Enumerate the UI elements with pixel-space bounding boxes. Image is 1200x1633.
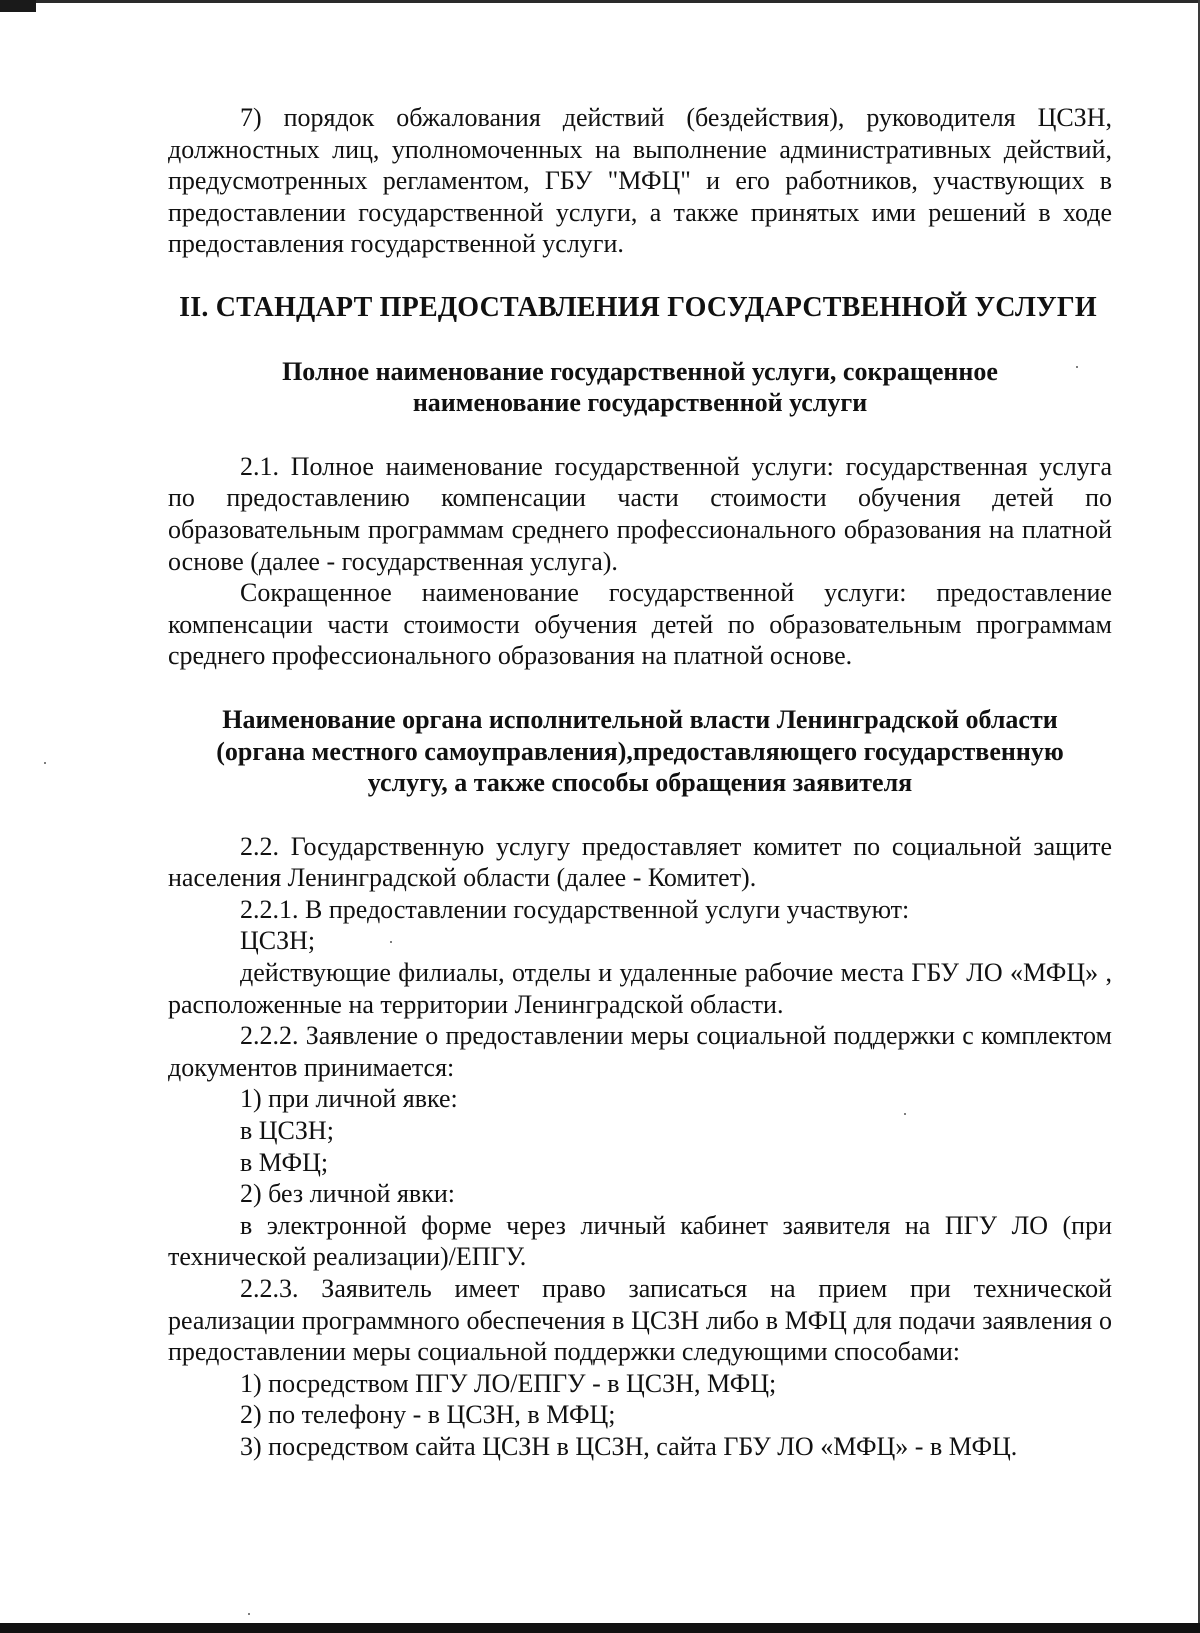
paragraph-2-2-3: 2.2.3. Заявитель имеет право записаться на прием при технической реализации программного обеспечения в ЦСЗН либо в МФЦ для подачи заявления о предоставлении меры социальной поддержки следующими способами: [168, 1274, 1112, 1367]
list-item: действующие филиалы, отделы и удаленные рабочие места ГБУ ЛО «МФЦ» , расположенные на территории Ленинградской области. [168, 958, 1112, 1019]
list-item: 2) без личной явки: [240, 1179, 455, 1209]
subheading-service-name [168, 356, 1112, 419]
list-item: 1) посредством ПГУ ЛО/ЕПГУ - в ЦСЗН, МФЦ; [240, 1368, 777, 1398]
subheading-authority [168, 704, 1112, 799]
list-item: в ЦСЗН; [240, 1116, 334, 1146]
list-item: 2) по телефону - в ЦСЗН, в МФЦ; [240, 1400, 616, 1430]
list-item: 3) посредством сайта ЦСЗН в ЦСЗН, сайта ГБУ ЛО «МФЦ» - в МФЦ. [240, 1431, 1018, 1461]
document-page [168, 102, 1112, 1463]
paragraph-2-2: 2.2. Государственную услугу предоставляет комитет по социальной защите населения Ленинградской области (далее - Комитет). [168, 831, 1112, 893]
subheading-line: (органа местного самоуправления),предоставляющего государственную [216, 736, 1064, 766]
paragraph-2-1: 2.1. Полное наименование государственной услуги: государственная услуга по предоставлению компенсации части стоимости обучения детей по образовательным программам среднего профессионального образования на платной основе (далее - государственная услуга). [168, 451, 1112, 576]
list-item: в МФЦ; [240, 1147, 329, 1177]
scan-edge-top [0, 0, 1200, 3]
subheading-line: наименование государственной услуги [412, 388, 868, 418]
subheading-line: услугу, а также способы обращения заявителя [367, 768, 913, 798]
paragraph-2-1-short-name: Сокращенное наименование государственной услуги: предоставление компенсации части стоимости обучения детей по образовательным программам среднего профессионального образования на платной основе. [168, 578, 1112, 671]
paragraph-appeal-procedure: 7) порядок обжалования действий (бездействия), руководителя ЦСЗН, должностных лиц, уполномоченных на выполнение административных действий, предусмотренных регламентом, ГБУ "МФЦ" и его работников, участвующих в предоставлении государственной услуги, а также принятых ими решений в ходе предоставления государственной услуги. [168, 103, 1112, 259]
paragraph-2-2-1: 2.2.1. В предоставлении государственной услуги участвуют: [240, 894, 910, 924]
scan-mark [0, 0, 36, 12]
list-item: в электронной форме через личный кабинет заявителя на ПГУ ЛО (при технической реализации)/ЕПГУ. [168, 1210, 1112, 1272]
scan-speck [44, 762, 46, 764]
list-item: ЦСЗН; [240, 926, 316, 956]
subheading-line: Полное наименование государственной услуги, сокращенное [282, 356, 998, 386]
subheading-line: Наименование органа исполнительной власти Ленинградской области [222, 704, 1058, 734]
scan-edge-bottom [0, 1623, 1200, 1633]
paragraph-2-2-2: 2.2.2. Заявление о предоставлении меры социальной поддержки с комплектом документов принимается: [168, 1021, 1112, 1082]
section-title: II. СТАНДАРТ ПРЕДОСТАВЛЕНИЯ ГОСУДАРСТВЕННОЙ УСЛУГИ [179, 291, 1097, 323]
list-item: 1) при личной явке: [240, 1084, 458, 1114]
scan-speck [248, 1613, 250, 1615]
